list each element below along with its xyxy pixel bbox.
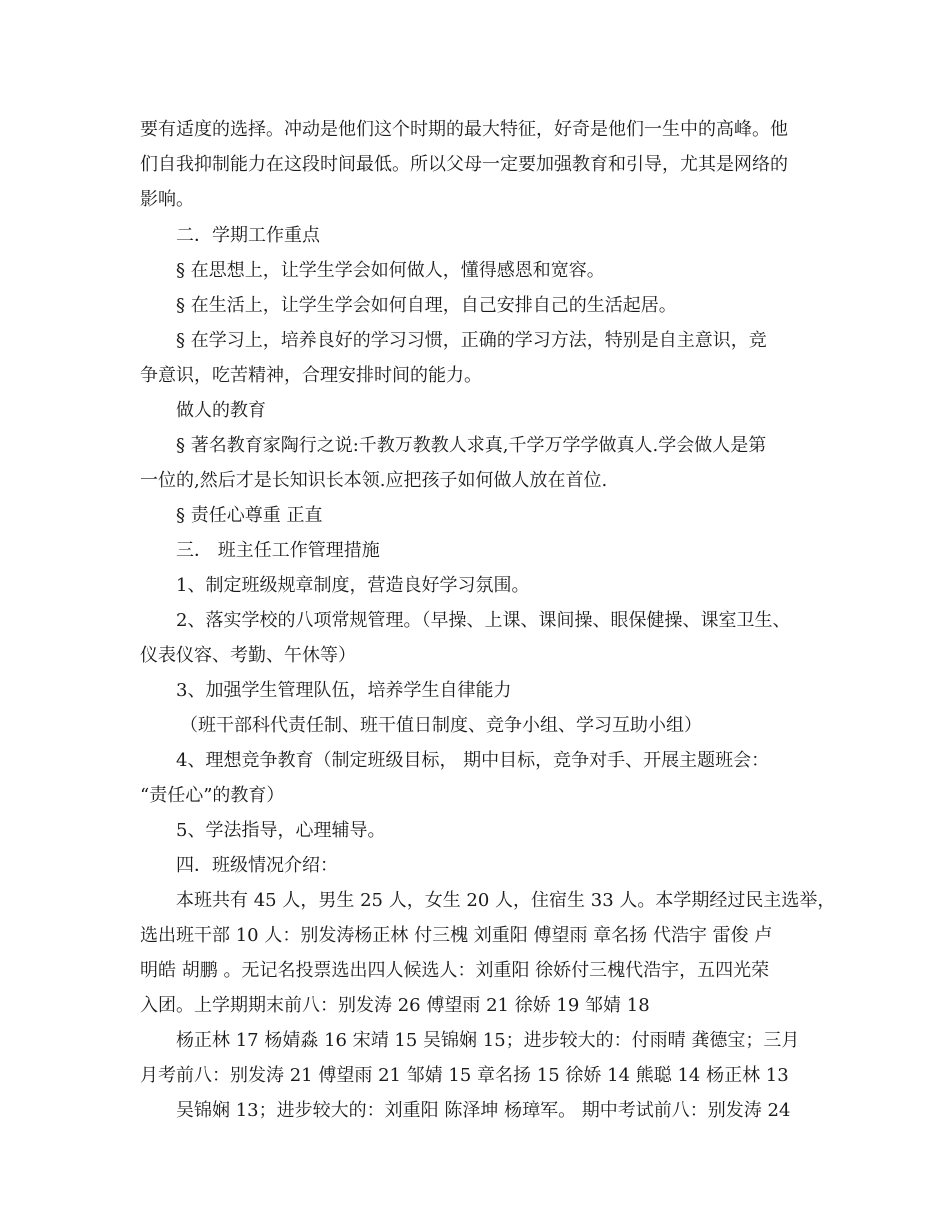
paragraph-line: 明皓 胡鹏 。无记名投票选出四人候选人：刘重阳 徐娇付三槐代浩宇，五四光荣 — [140, 960, 770, 981]
section-heading: 三． 班主任工作管理措施 — [176, 540, 380, 561]
subheading: 做人的教育 — [176, 400, 266, 421]
paragraph-line: 吴锦娴 13；进步较大的：刘重阳 陈泽坤 杨璋军。 期中考试前八：别发涛 24 — [176, 1100, 791, 1121]
paragraph-line: 争意识，吃苦精神，合理安排时间的能力。 — [140, 365, 482, 386]
list-item: 3、加强学生管理队伍，培养学生自律能力 — [176, 680, 512, 701]
paragraph-line: 要有适度的选择。冲动是他们这个时期的最大特征，好奇是他们一生中的高峰。他 — [140, 119, 788, 140]
paragraph-line: （班干部科代责任制、班干值日制度、竞争小组、学习互助小组） — [180, 715, 702, 736]
paragraph-line: 入团。上学期期末前八：别发涛 26 傅望雨 21 徐娇 19 邹婧 18 — [140, 995, 650, 1016]
bullet-item: § 在思想上，让学生学会如何做人，懂得感恩和宽容。 — [176, 260, 605, 281]
section-heading: 二．学期工作重点 — [176, 225, 320, 246]
list-item: 5、学法指导，心理辅导。 — [176, 820, 386, 841]
list-item: 2、落实学校的八项常规管理。（早操、上课、课间操、眼保健操、课室卫生、 — [176, 610, 791, 631]
paragraph-line: 们自我抑制能力在这段时间最低。所以父母一定要加强教育和引导，尤其是网络的 — [140, 154, 788, 175]
paragraph-line: 一位的,然后才是长知识长本领.应把孩子如何做人放在首位. — [140, 470, 608, 491]
paragraph-line: 本班共有 45 人，男生 25 人，女生 20 人，住宿生 33 人。本学期经过民主选举， — [176, 890, 836, 911]
paragraph-line: 选出班干部 10 人：别发涛杨正林 付三槐 刘重阳 傅望雨 章名扬 代浩宇 雷俊 卢 — [140, 925, 773, 946]
bullet-item: § 在学习上，培养良好的学习习惯，正确的学习方法，特别是自主意识，竞 — [176, 330, 767, 351]
bullet-item: § 在生活上，让学生学会如何自理，自己安排自己的生活起居。 — [176, 295, 677, 316]
paragraph-line: “责任心”的教育） — [140, 785, 285, 806]
paragraph-line: 月考前八：别发涛 21 傅望雨 21 邹婧 15 章名扬 15 徐娇 14 熊聪 14 杨正林 13 — [140, 1065, 789, 1086]
section-heading: 四．班级情况介绍： — [176, 855, 338, 876]
paragraph-line: 影响。 — [140, 189, 194, 210]
list-item: 4、理想竞争教育（制定班级目标， 期中目标，竞争对手、开展主题班会： — [176, 750, 770, 771]
bullet-item: § 责任心尊重 正直 — [176, 505, 323, 526]
paragraph-line: 杨正林 17 杨婧淼 16 宋靖 15 吴锦娴 15；进步较大的：付雨晴 龚德宝；三月 — [176, 1030, 800, 1051]
bullet-item: § 著名教育家陶行之说:千教万教教人求真,千学万学学做真人.学会做人是第 — [176, 435, 767, 456]
list-item: 1、制定班级规章制度，营造良好学习氛围。 — [176, 575, 530, 596]
paragraph-line: 仪表仪容、考勤、午休等） — [140, 645, 356, 666]
